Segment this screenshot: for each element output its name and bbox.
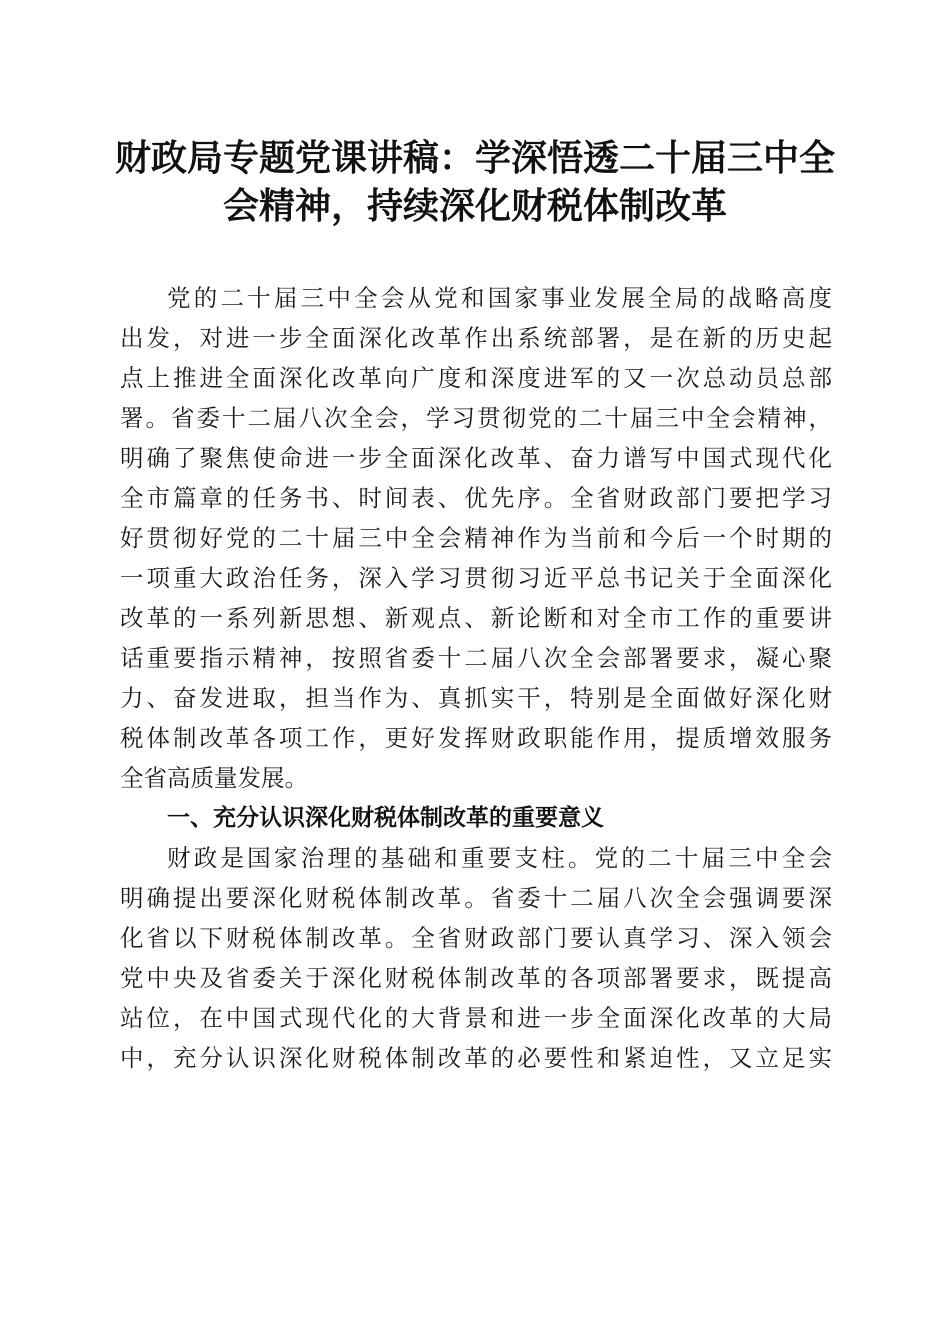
text-line: 中，充分认识深化财税体制改革的必要性和紧迫性，又立足实 xyxy=(120,1044,832,1072)
text-line: 站位，在中国式现代化的大背景和进一步全面深化改革的大局 xyxy=(120,1004,832,1032)
text-line: 党的二十届三中全会从党和国家事业发展全局的战略高度 xyxy=(167,284,832,312)
paragraph-section-1 xyxy=(120,838,832,1078)
section-heading: 一、充分认识深化财税体制改革的重要意义 xyxy=(167,805,604,831)
text-line: 点上推进全面深化改革向广度和深度进军的又一次总动员总部 xyxy=(120,364,832,392)
text-line: 署。省委十二届八次全会，学习贯彻党的二十届三中全会精神， xyxy=(120,404,832,432)
text-line: 力、奋发进取，担当作为、真抓实干，特别是全面做好深化财 xyxy=(120,684,832,712)
document-title xyxy=(100,134,850,230)
text-line: 化省以下财税体制改革。全省财政部门要认真学习、深入领会 xyxy=(120,924,832,952)
text-line: 话重要指示精神，按照省委十二届八次全会部署要求，凝心聚 xyxy=(120,644,832,672)
text-line: 财政是国家治理的基础和重要支柱。党的二十届三中全会 xyxy=(167,844,832,872)
title-line-2: 会精神，持续深化财税体制改革 xyxy=(222,185,727,227)
text-line: 明确提出要深化财税体制改革。省委十二届八次全会强调要深 xyxy=(120,884,832,912)
text-line: 党中央及省委关于深化财税体制改革的各项部署要求，既提高 xyxy=(120,964,832,992)
text-line: 一项重大政治任务，深入学习贯彻习近平总书记关于全面深化 xyxy=(120,564,832,592)
text-line: 明确了聚焦使命进一步全面深化改革、奋力谱写中国式现代化 xyxy=(120,444,832,472)
text-line: 出发，对进一步全面深化改革作出系统部署，是在新的历史起 xyxy=(120,324,832,352)
text-line: 全市篇章的任务书、时间表、优先序。全省财政部门要把学习 xyxy=(120,484,832,512)
document-body xyxy=(120,278,832,1078)
text-line: 好贯彻好党的二十届三中全会精神作为当前和今后一个时期的 xyxy=(120,524,832,552)
title-line-1: 财政局专题党课讲稿：学深悟透二十届三中全 xyxy=(114,137,835,179)
text-line: 税体制改革各项工作，更好发挥财政职能作用，提质增效服务 xyxy=(120,724,832,752)
paragraph-intro xyxy=(120,278,832,798)
text-line: 全省高质量发展。 xyxy=(120,764,308,792)
text-line: 改革的一系列新思想、新观点、新论断和对全市工作的重要讲 xyxy=(120,604,832,632)
